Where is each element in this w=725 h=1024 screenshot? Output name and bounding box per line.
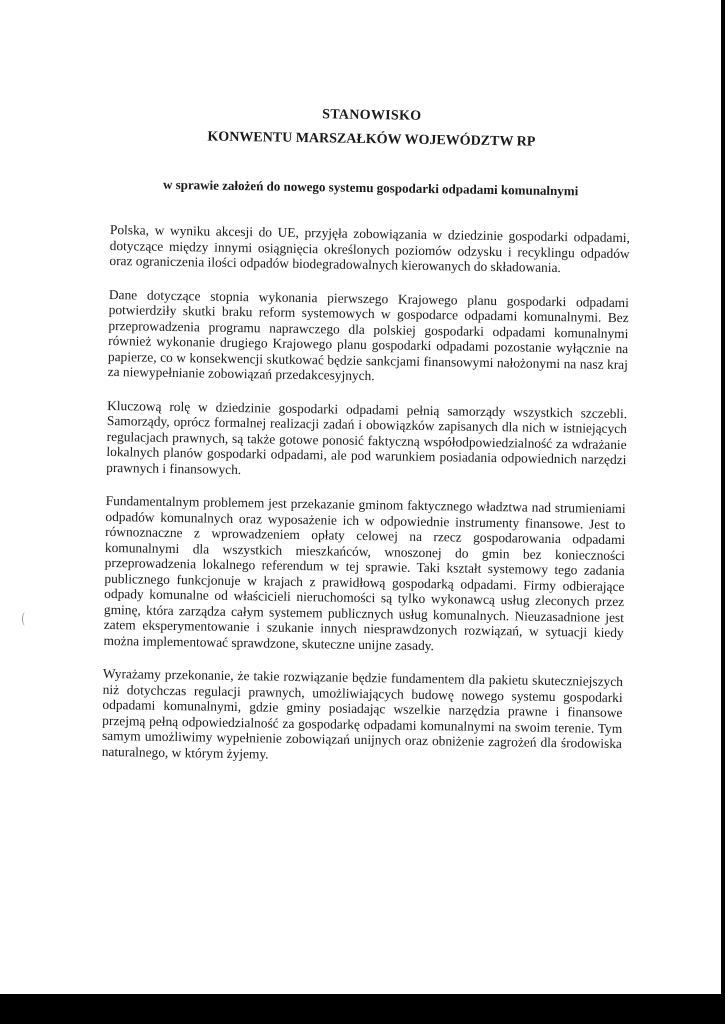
document-body (101, 100, 632, 785)
paragraph-3: Kluczową rolę w dziedzinie gospodarki odpadami pełnią samorządy wszystkich szczebli. Samorządy, oprócz formalnej realizacji zadań i obowiązków zapisanych dla nich w istniejących regulacjach prawnych, są także gotowe ponosić faktyczną współodpowiedzialność za wdrażanie lokalnych planów gospodarki odpadami, ale pod warunkiem posiadania odpowiednich narzędzi prawnych i finansowych. (106, 397, 628, 477)
paragraph-5: Wyrażamy przekonanie, że takie rozwiązanie będzie fundamentem dla pakietu skuteczniejszych niż dotychczas regulacji prawnych, umożliwiających budowę nowego systemu gospodarki odpadami komunalnymi, gdzie gminy posiadając wszelkie narzędzia prawne i finansowe przejmą pełną odpowiedzialność za gospodarkę odpadami komunalnymi na swoim terenie. Tym samym umożliwimy wypełnienie zobowiązań unijnych oraz obniżenie zagrożeń dla środowiska naturalnego, w którym żyjemy. (101, 665, 624, 762)
margin-mark (22, 612, 29, 626)
scan-edge-bottom (0, 994, 725, 1024)
document-subheading: KONWENTU MARSZAŁKÓW WOJEWÓDZTW RP (207, 129, 536, 150)
paragraph-1: Polska, w wyniku akcesji do UE, przyjęła zobowiązania w dziedzinie gospodarki odpadami, dotyczące między innymi osiągnięcia określonych poziomów odzysku i recyklingu odpadów oraz ograniczenia ilości odpadów biodegradowalnych kierowanych do składowania. (109, 221, 631, 276)
document-topic: w sprawie założeń do nowego systemu gospodarki odpadami komunalnymi (162, 176, 579, 199)
paragraph-2: Dane dotyczące stopnia wykonania pierwszego Krajowego planu gospodarki odpadami potwierdziły skutki braku reform systemowych w gospodarce odpadami komunalnymi. Bez przeprowadzenia programu naprawczego dla polskiej gospodarki odpadami komunalnymi również wykonanie drugiego Krajowego planu gospodarki odpadami pozostanie wyłącznie na papierze, co w konsekwencji skutkować będzie sankcjami finansowymi nałożonymi na nasz kraj za niewypełnianie zobowiązań przedakcesyjnych. (107, 286, 630, 384)
scan-edge-right (721, 0, 725, 1000)
document-heading: STANOWISKO (322, 107, 422, 124)
paragraph-4: Fundamentalnym problemem jest przekazanie gminom faktycznego władztwa nad strumieniami odpadów komunalnych oraz wyposażenie ich w odpowiednie instrumenty finansowe. Jest to równoznaczne z wprowadzeniem opłaty celowej na rzecz gospodarowania odpadami komunalnymi dla wszystkich mieszkańców, wnoszonej do gmin bez konieczności przeprowadzenia lokalnego referendum w tej sprawie. Taki kształt systemowy tego zadania publicznego funkcjonuje w krajach z prawidłową gospodarką odpadami. Firmy odbierające odpady komunalne od właścicieli nieruchomości są tylko wykonawcą usług zleconych przez gminę, która zarządza całym systemem publicznych usług komunalnych. Nieuzasadnione jest zatem eksperymentowanie i szukanie innych niesprawdzonych rozwiązań, w sytuacji kiedy można implementować sprawdzone, skuteczne unijne zasady. (103, 492, 626, 653)
